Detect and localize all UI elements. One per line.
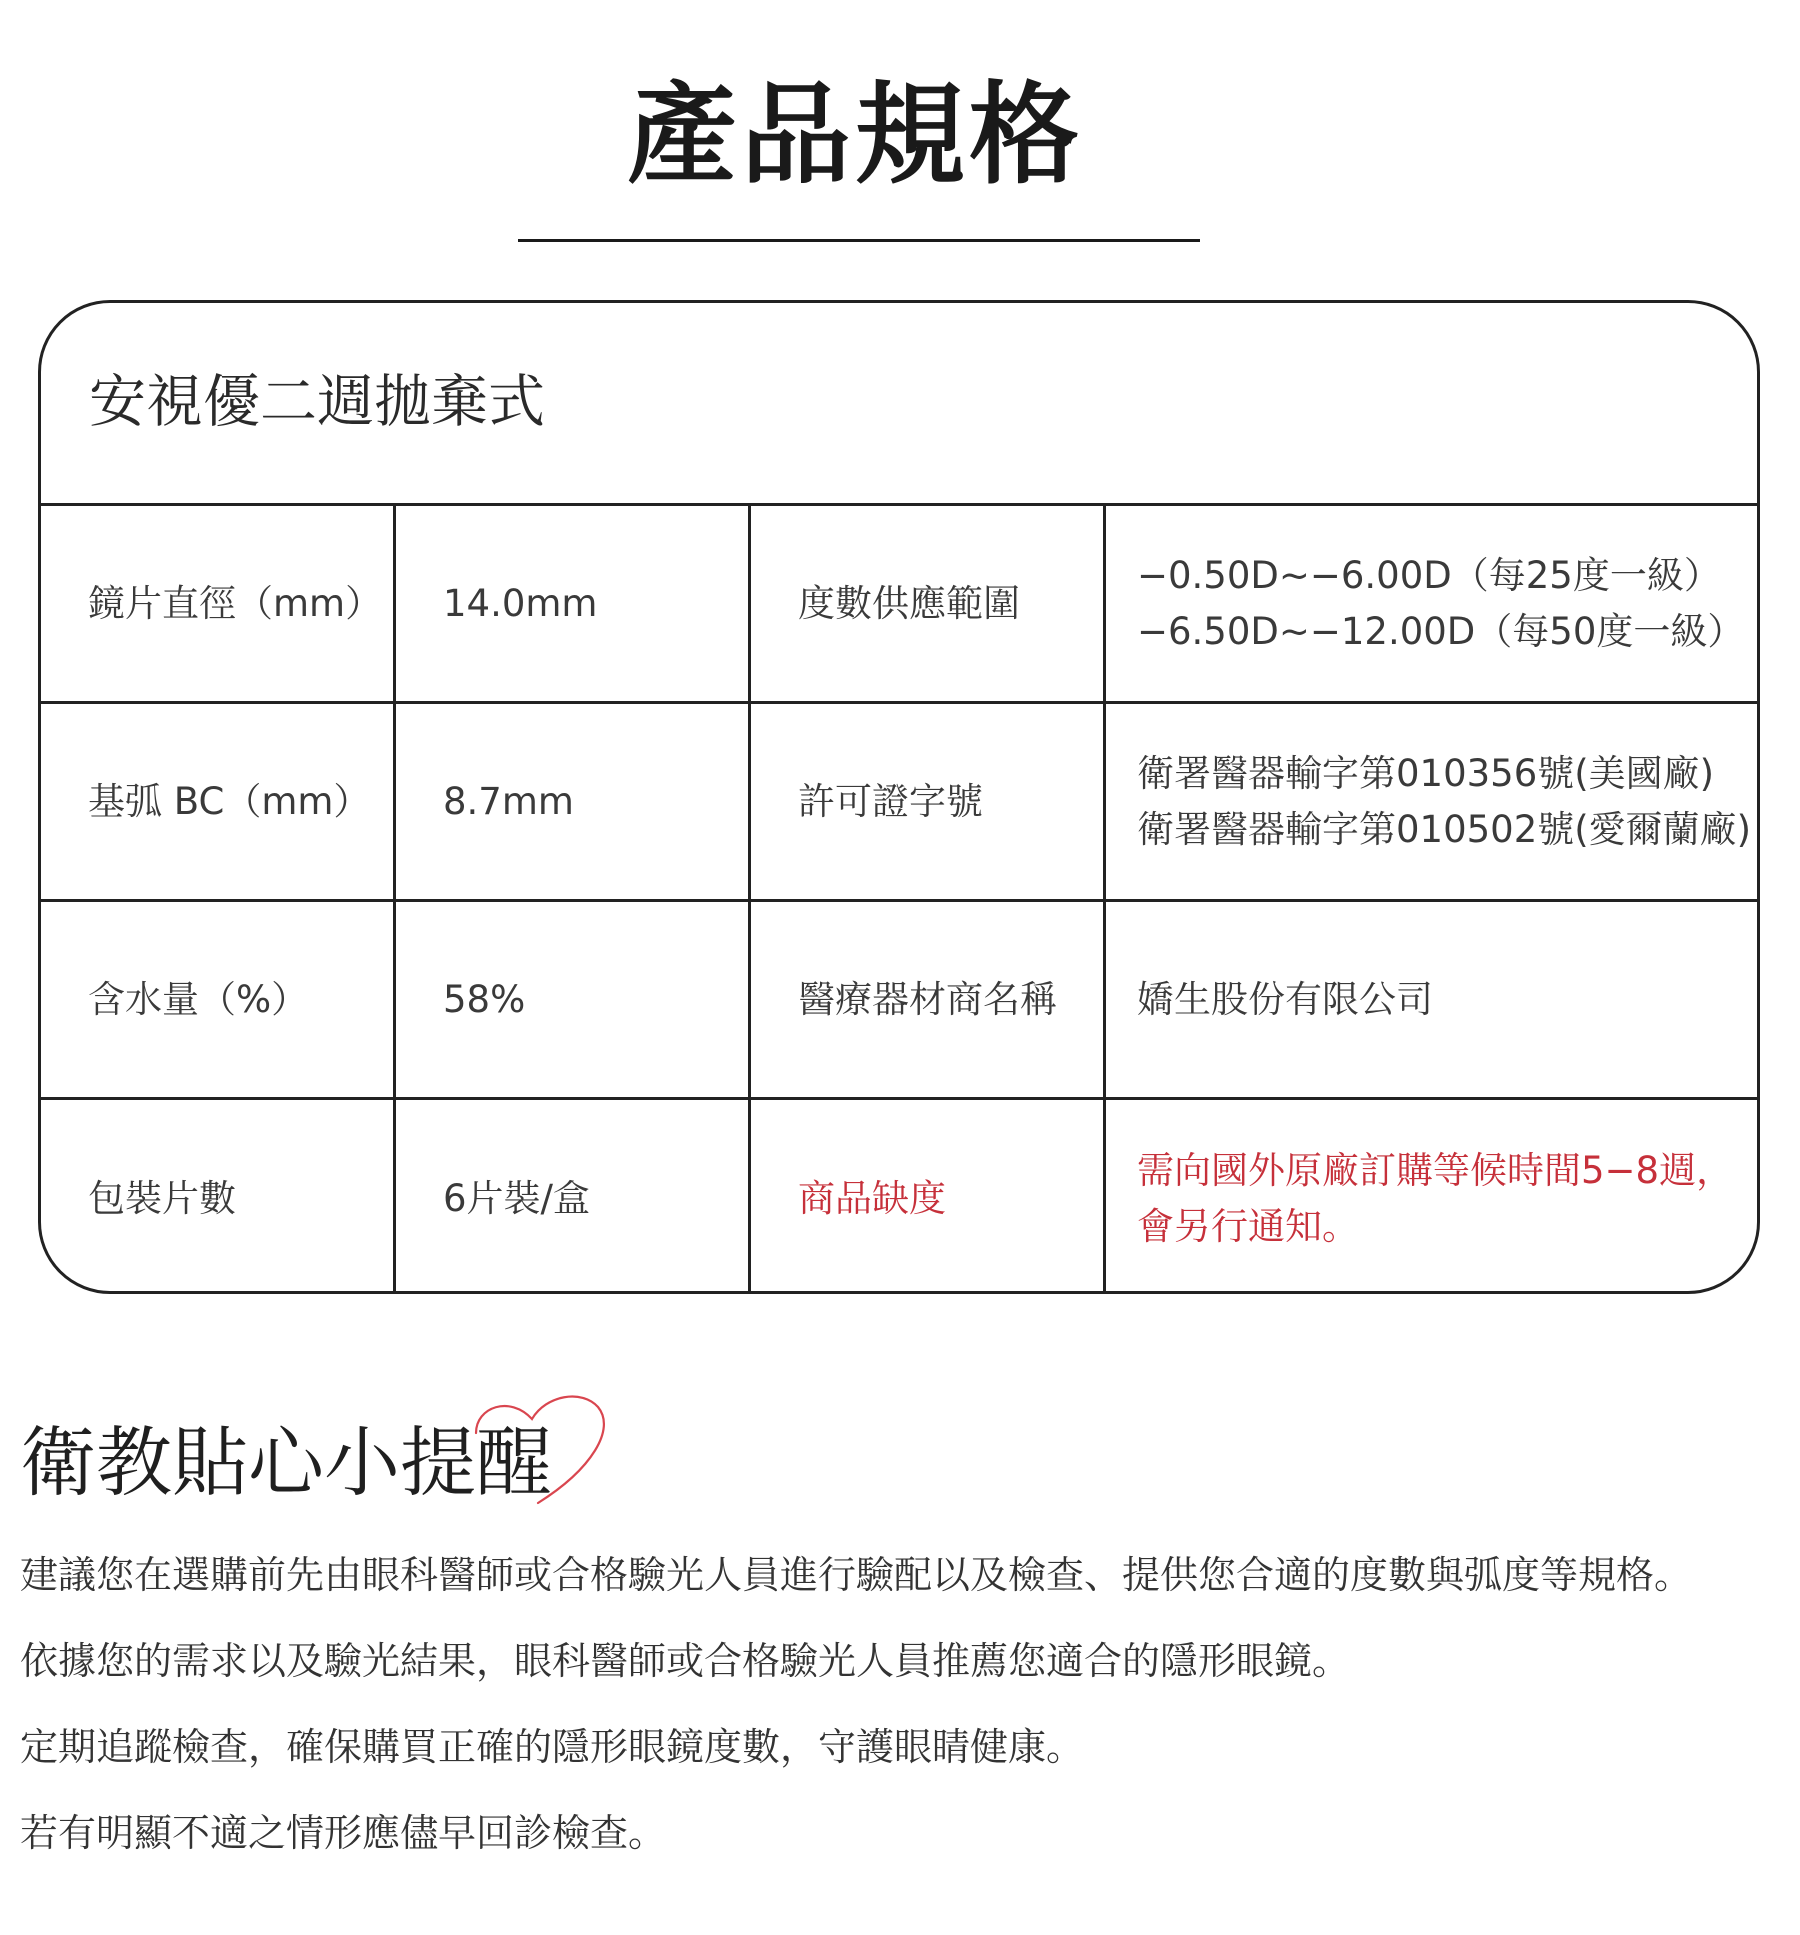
spec-label: 度數供應範圍 xyxy=(751,506,1106,701)
license-line: 衛署醫器輸字第010502號(愛爾蘭廠) xyxy=(1137,807,1752,851)
company-name: 嬌生股份有限公司 xyxy=(1137,977,1433,1021)
tip-line: 定期追蹤檢查，確保購買正確的隱形眼鏡度數，守護眼睛健康。 xyxy=(20,1725,1085,1769)
power-range-line: −0.50D~−6.00D（每25度一級） xyxy=(1137,553,1721,597)
title-divider xyxy=(518,239,1200,242)
spec-value xyxy=(1106,704,1757,899)
tip-line: 若有明顯不適之情形應儘早回診檢查。 xyxy=(20,1811,667,1855)
spec-label: 醫療器材商名稱 xyxy=(751,902,1106,1097)
power-range-line: −6.50D~−12.00D（每50度一級） xyxy=(1137,609,1745,653)
spec-value xyxy=(1106,902,1757,1097)
spec-row-water-content xyxy=(41,902,1757,1100)
tip-line: 依據您的需求以及驗光結果，眼科醫師或合格驗光人員推薦您適合的隱形眼鏡。 xyxy=(20,1639,1351,1683)
product-name: 安視優二週拋棄式 xyxy=(89,369,545,435)
spec-row-base-curve xyxy=(41,704,1757,902)
spec-card xyxy=(38,300,1760,1294)
spec-table xyxy=(41,503,1757,1294)
spec-row-package xyxy=(41,1100,1757,1294)
tips-title: 衛教貼心小提醒 xyxy=(20,1418,552,1507)
spec-label: 鏡片直徑（mm） xyxy=(41,506,396,701)
out-of-stock-label: 商品缺度 xyxy=(751,1100,1106,1294)
page-title: 產品規格 xyxy=(627,71,1083,199)
notice-line: 需向國外原廠訂購等候時間5−8週， xyxy=(1137,1149,1734,1192)
spec-label: 基弧 BC（mm） xyxy=(41,704,396,899)
spec-label: 許可證字號 xyxy=(751,704,1106,899)
notice-line: 會另行通知。 xyxy=(1137,1205,1359,1248)
spec-label: 包裝片數 xyxy=(41,1100,396,1294)
spec-label: 含水量（%） xyxy=(41,902,396,1097)
heart-outline-icon xyxy=(470,1385,610,1515)
spec-value: 14.0mm xyxy=(396,506,751,701)
out-of-stock-notice xyxy=(1106,1100,1757,1294)
spec-value: 8.7mm xyxy=(396,704,751,899)
tip-line: 建議您在選購前先由眼科醫師或合格驗光人員進行驗配以及檢查、提供您合適的度數與弧度等規格。 xyxy=(20,1553,1693,1597)
spec-value xyxy=(1106,506,1757,701)
spec-row-diameter xyxy=(41,506,1757,704)
spec-value: 58% xyxy=(396,902,751,1097)
license-line: 衛署醫器輸字第010356號(美國廠) xyxy=(1137,751,1715,795)
spec-value: 6片裝/盒 xyxy=(396,1100,751,1294)
